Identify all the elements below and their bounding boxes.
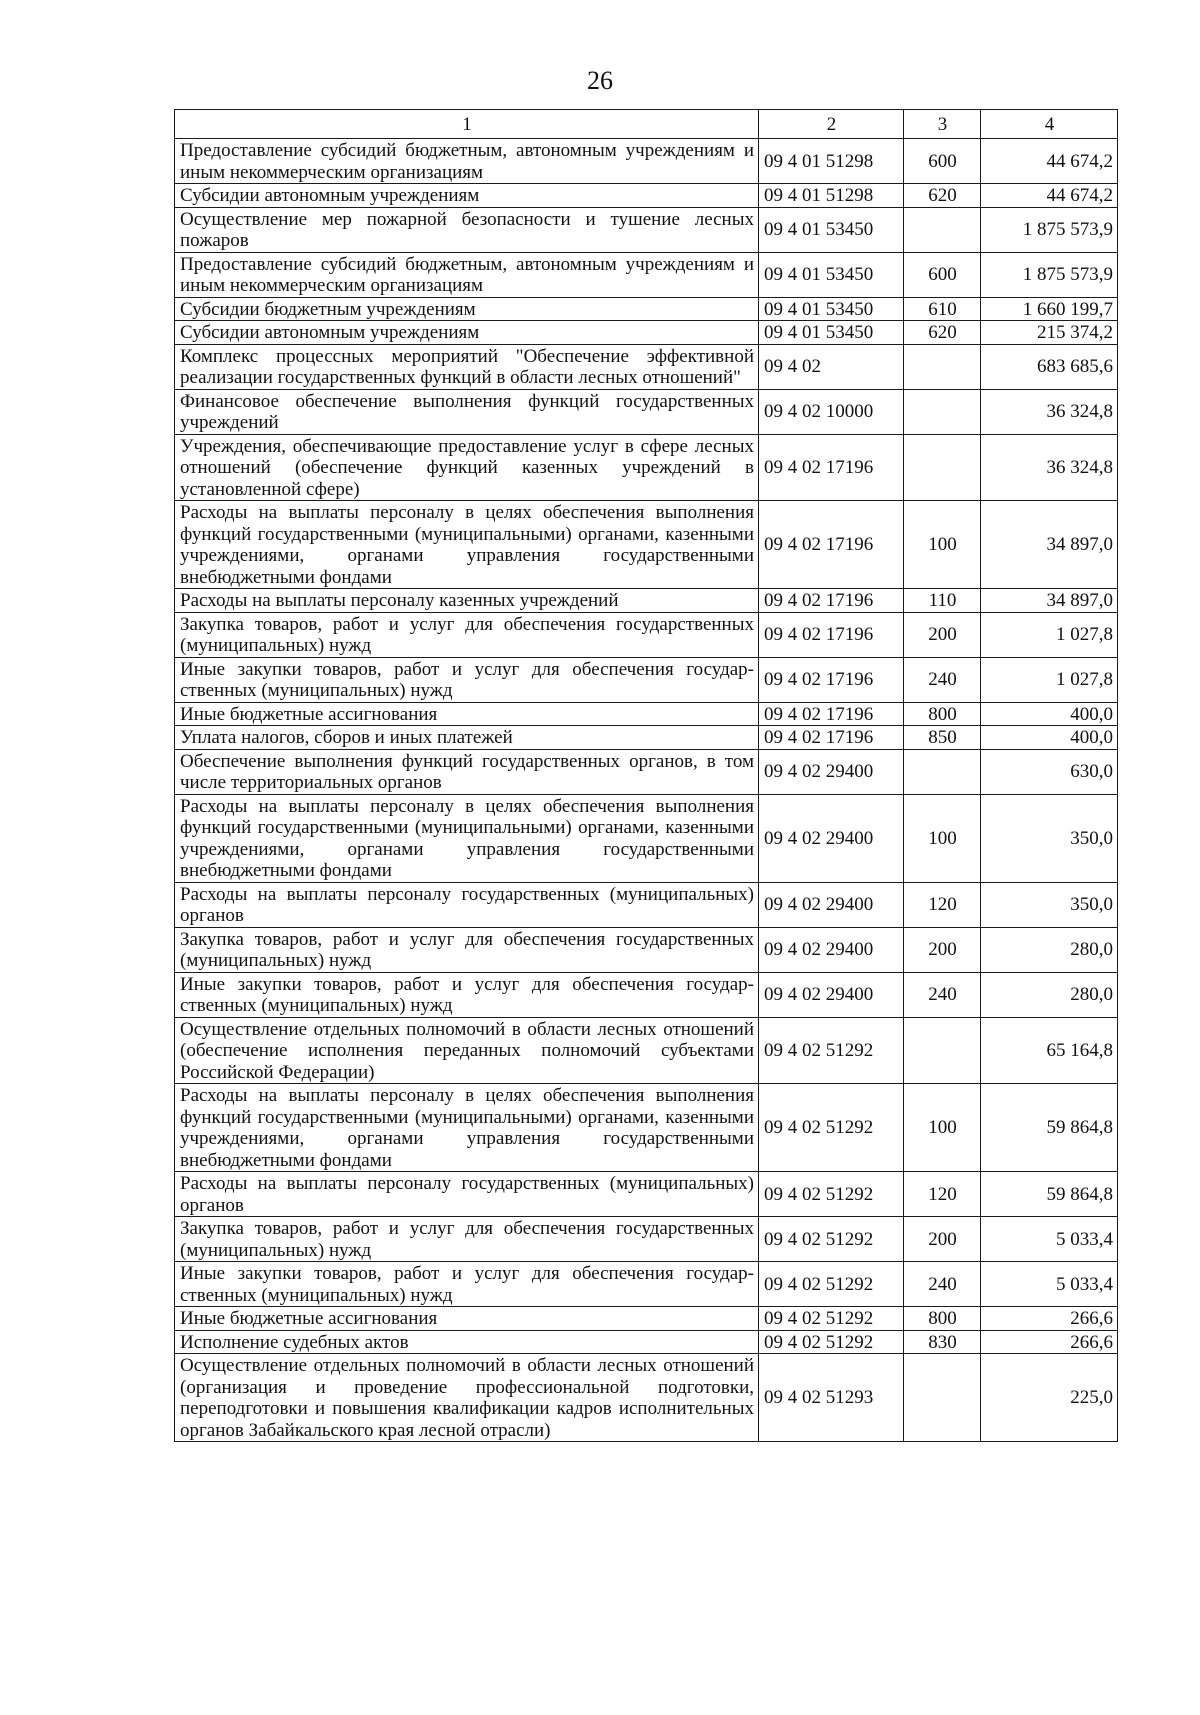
- row-amount-cell: 350,0: [981, 882, 1118, 927]
- row-amount-cell: 225,0: [981, 1354, 1118, 1442]
- header-col-4: 4: [981, 110, 1118, 139]
- table-row: [175, 139, 1118, 184]
- row-amount-cell: 350,0: [981, 794, 1118, 882]
- row-code-cell: 09 4 02 17196: [759, 657, 904, 702]
- row-amount-cell: 34 897,0: [981, 501, 1118, 589]
- row-expense-type-cell: 610: [904, 297, 981, 321]
- row-code-cell: 09 4 02 17196: [759, 702, 904, 726]
- table-row: [175, 612, 1118, 657]
- row-amount-cell: 400,0: [981, 726, 1118, 750]
- table-row: [175, 1307, 1118, 1331]
- row-name-cell: Учреждения, обеспечивающие предоставление услуг в сфере лесных отношений (обеспечение функций казенных учреждений в установленной сфере): [175, 434, 759, 501]
- row-amount-cell: 59 864,8: [981, 1084, 1118, 1172]
- row-amount-cell: 400,0: [981, 702, 1118, 726]
- row-code-cell: 09 4 02 29400: [759, 882, 904, 927]
- row-expense-type-cell: 800: [904, 1307, 981, 1331]
- row-amount-cell: 215 374,2: [981, 321, 1118, 345]
- row-amount-cell: 59 864,8: [981, 1172, 1118, 1217]
- row-amount-cell: 65 164,8: [981, 1017, 1118, 1084]
- row-code-cell: 09 4 02 29400: [759, 794, 904, 882]
- row-expense-type-cell: 240: [904, 657, 981, 702]
- row-code-cell: 09 4 02 51292: [759, 1172, 904, 1217]
- row-name-cell: Финансовое обеспечение выполнения функций государственных учреждений: [175, 389, 759, 434]
- row-expense-type-cell: 100: [904, 1084, 981, 1172]
- row-expense-type-cell: 120: [904, 1172, 981, 1217]
- row-name-cell: Исполнение судебных актов: [175, 1330, 759, 1354]
- row-code-cell: 09 4 02 17196: [759, 612, 904, 657]
- table-row: [175, 657, 1118, 702]
- row-expense-type-cell: 620: [904, 321, 981, 345]
- row-code-cell: 09 4 02 51292: [759, 1307, 904, 1331]
- row-expense-type-cell: 200: [904, 927, 981, 972]
- row-code-cell: 09 4 02 17196: [759, 589, 904, 613]
- row-name-cell: Расходы на выплаты персоналу в целях обеспечения выполнения функций государственными (муниципальными) органами, казенными учреждениями, органами управления государственными внебюджетными фондами: [175, 501, 759, 589]
- row-amount-cell: 36 324,8: [981, 389, 1118, 434]
- table-row: [175, 589, 1118, 613]
- row-name-cell: Уплата налогов, сборов и иных платежей: [175, 726, 759, 750]
- row-name-cell: Расходы на выплаты персоналу государственных (муниципальных) органов: [175, 1172, 759, 1217]
- row-name-cell: Закупка товаров, работ и услуг для обеспечения государственных (муниципальных) нужд: [175, 1217, 759, 1262]
- row-name-cell: Расходы на выплаты персоналу в целях обеспечения выполнения функций государственными (муниципальными) органами, казенными учреждениями, органами управления государственными внебюджетными фондами: [175, 1084, 759, 1172]
- row-expense-type-cell: 800: [904, 702, 981, 726]
- row-code-cell: 09 4 01 51298: [759, 184, 904, 208]
- row-code-cell: 09 4 01 53450: [759, 297, 904, 321]
- row-code-cell: 09 4 02 17196: [759, 434, 904, 501]
- table-row: [175, 252, 1118, 297]
- table-row: [175, 1172, 1118, 1217]
- table-row: [175, 344, 1118, 389]
- table-row: [175, 501, 1118, 589]
- row-name-cell: Предоставление субсидий бюджетным, автономным учреждениям и иным некоммерческим организациям: [175, 139, 759, 184]
- row-code-cell: 09 4 02 51292: [759, 1217, 904, 1262]
- table-row: [175, 184, 1118, 208]
- header-row: [175, 110, 1118, 139]
- row-code-cell: 09 4 01 53450: [759, 207, 904, 252]
- row-code-cell: 09 4 02: [759, 344, 904, 389]
- row-amount-cell: 1 027,8: [981, 612, 1118, 657]
- row-code-cell: 09 4 02 29400: [759, 972, 904, 1017]
- row-expense-type-cell: 850: [904, 726, 981, 750]
- table-row: [175, 1084, 1118, 1172]
- table-row: [175, 321, 1118, 345]
- row-expense-type-cell: 110: [904, 589, 981, 613]
- header-col-1: 1: [175, 110, 759, 139]
- row-amount-cell: 1 875 573,9: [981, 207, 1118, 252]
- row-code-cell: 09 4 02 17196: [759, 501, 904, 589]
- row-amount-cell: 44 674,2: [981, 139, 1118, 184]
- row-expense-type-cell: 200: [904, 612, 981, 657]
- row-expense-type-cell: 600: [904, 139, 981, 184]
- table-body: [175, 139, 1118, 1442]
- table-row: [175, 1262, 1118, 1307]
- row-name-cell: Иные закупки товаров, работ и услуг для обеспечения государственных (муниципальных) нужд: [175, 1262, 759, 1307]
- header-col-2: 2: [759, 110, 904, 139]
- row-name-cell: Расходы на выплаты персоналу государственных (муниципальных) органов: [175, 882, 759, 927]
- row-expense-type-cell: 100: [904, 501, 981, 589]
- row-name-cell: Осуществление отдельных полномочий в области лесных отношений (организация и проведение профессиональной подготовки, переподготовки и повышения квалификации кадров исполнительных органов Забайкальского края лесной отрасли): [175, 1354, 759, 1442]
- row-expense-type-cell: [904, 207, 981, 252]
- row-amount-cell: 34 897,0: [981, 589, 1118, 613]
- row-expense-type-cell: 240: [904, 972, 981, 1017]
- row-name-cell: Субсидии автономным учреждениям: [175, 184, 759, 208]
- row-name-cell: Закупка товаров, работ и услуг для обеспечения государственных (муниципальных) нужд: [175, 927, 759, 972]
- row-name-cell: Комплекс процессных мероприятий "Обеспечение эффективной реализации государственных функций в области лесных отношений": [175, 344, 759, 389]
- row-expense-type-cell: 620: [904, 184, 981, 208]
- row-expense-type-cell: [904, 749, 981, 794]
- table-row: [175, 1354, 1118, 1442]
- row-code-cell: 09 4 01 53450: [759, 252, 904, 297]
- table-row: [175, 794, 1118, 882]
- row-expense-type-cell: [904, 434, 981, 501]
- table-row: [175, 1217, 1118, 1262]
- table-row: [175, 297, 1118, 321]
- table-row: [175, 749, 1118, 794]
- row-name-cell: Обеспечение выполнения функций государственных органов, в том числе территориальных органов: [175, 749, 759, 794]
- row-code-cell: 09 4 01 51298: [759, 139, 904, 184]
- row-expense-type-cell: 200: [904, 1217, 981, 1262]
- row-code-cell: 09 4 02 51292: [759, 1017, 904, 1084]
- row-amount-cell: 5 033,4: [981, 1262, 1118, 1307]
- row-amount-cell: 1 875 573,9: [981, 252, 1118, 297]
- table-header: [175, 110, 1118, 139]
- row-code-cell: 09 4 02 51292: [759, 1330, 904, 1354]
- row-name-cell: Осуществление отдельных полномочий в области лесных отношений (обеспечение исполнения переданных полномочий субъектами Российской Федерации): [175, 1017, 759, 1084]
- header-col-3: 3: [904, 110, 981, 139]
- table-row: [175, 726, 1118, 750]
- row-amount-cell: 5 033,4: [981, 1217, 1118, 1262]
- table-row: [175, 1330, 1118, 1354]
- row-name-cell: Субсидии автономным учреждениям: [175, 321, 759, 345]
- row-expense-type-cell: 830: [904, 1330, 981, 1354]
- row-amount-cell: 1 027,8: [981, 657, 1118, 702]
- row-code-cell: 09 4 02 17196: [759, 726, 904, 750]
- row-code-cell: 09 4 02 51293: [759, 1354, 904, 1442]
- table-row: [175, 1017, 1118, 1084]
- row-amount-cell: 44 674,2: [981, 184, 1118, 208]
- row-code-cell: 09 4 02 10000: [759, 389, 904, 434]
- row-name-cell: Иные закупки товаров, работ и услуг для обеспечения государственных (муниципальных) нужд: [175, 657, 759, 702]
- table-row: [175, 927, 1118, 972]
- row-name-cell: Осуществление мер пожарной безопасности и тушение лесных пожаров: [175, 207, 759, 252]
- row-name-cell: Предоставление субсидий бюджетным, автономным учреждениям и иным некоммерческим организациям: [175, 252, 759, 297]
- row-name-cell: Иные бюджетные ассигнования: [175, 1307, 759, 1331]
- row-name-cell: Расходы на выплаты персоналу в целях обеспечения выполнения функций государственными (муниципальными) органами, казенными учреждениями, органами управления государственными внебюджетными фондами: [175, 794, 759, 882]
- row-amount-cell: 1 660 199,7: [981, 297, 1118, 321]
- row-expense-type-cell: 100: [904, 794, 981, 882]
- budget-table: [174, 109, 1118, 1442]
- table-row: [175, 702, 1118, 726]
- row-expense-type-cell: [904, 1354, 981, 1442]
- row-name-cell: Иные закупки товаров, работ и услуг для обеспечения государственных (муниципальных) нужд: [175, 972, 759, 1017]
- row-code-cell: 09 4 02 29400: [759, 927, 904, 972]
- row-amount-cell: 280,0: [981, 972, 1118, 1017]
- row-name-cell: Закупка товаров, работ и услуг для обеспечения государственных (муниципальных) нужд: [175, 612, 759, 657]
- row-expense-type-cell: [904, 344, 981, 389]
- table-row: [175, 389, 1118, 434]
- row-name-cell: Расходы на выплаты персоналу казенных учреждений: [175, 589, 759, 613]
- row-code-cell: 09 4 02 51292: [759, 1084, 904, 1172]
- row-amount-cell: 683 685,6: [981, 344, 1118, 389]
- row-expense-type-cell: 240: [904, 1262, 981, 1307]
- table-row: [175, 972, 1118, 1017]
- table-row: [175, 882, 1118, 927]
- row-amount-cell: 266,6: [981, 1307, 1118, 1331]
- page-number: 26: [587, 66, 613, 95]
- row-name-cell: Субсидии бюджетным учреждениям: [175, 297, 759, 321]
- row-code-cell: 09 4 02 51292: [759, 1262, 904, 1307]
- row-code-cell: 09 4 01 53450: [759, 321, 904, 345]
- row-amount-cell: 266,6: [981, 1330, 1118, 1354]
- row-expense-type-cell: [904, 389, 981, 434]
- table-row: [175, 207, 1118, 252]
- row-amount-cell: 280,0: [981, 927, 1118, 972]
- row-amount-cell: 630,0: [981, 749, 1118, 794]
- row-name-cell: Иные бюджетные ассигнования: [175, 702, 759, 726]
- row-code-cell: 09 4 02 29400: [759, 749, 904, 794]
- row-expense-type-cell: 120: [904, 882, 981, 927]
- row-amount-cell: 36 324,8: [981, 434, 1118, 501]
- row-expense-type-cell: 600: [904, 252, 981, 297]
- row-expense-type-cell: [904, 1017, 981, 1084]
- table-row: [175, 434, 1118, 501]
